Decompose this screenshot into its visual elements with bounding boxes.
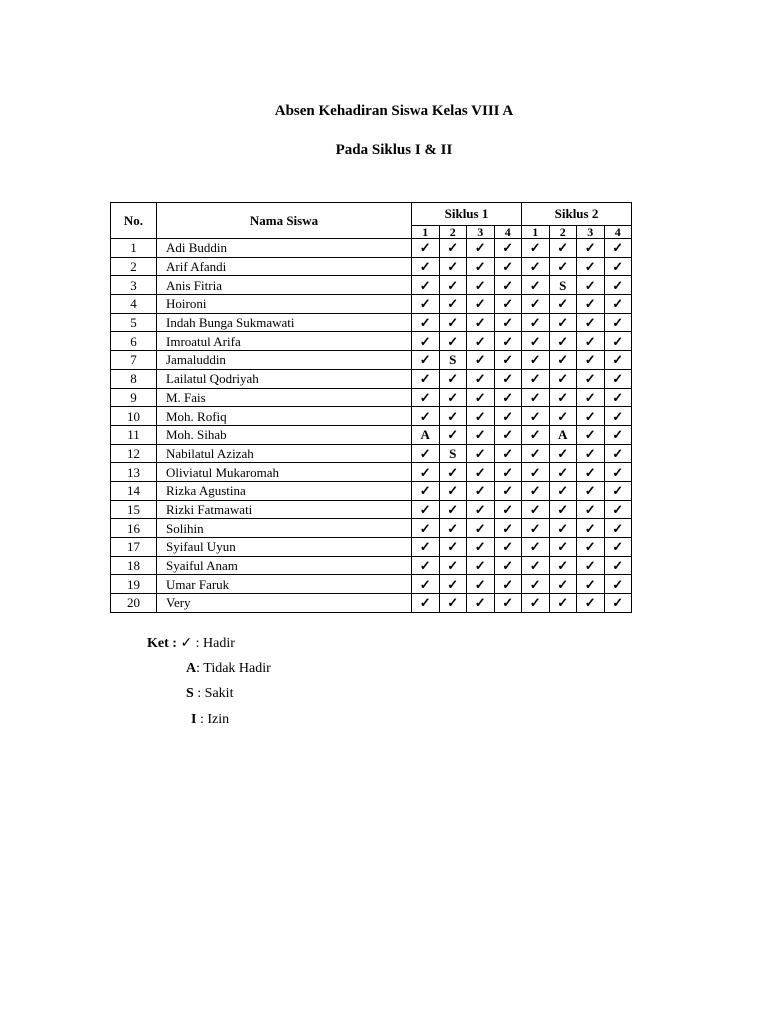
attendance-mark: ✓ — [577, 556, 605, 575]
page-title: Absen Kehadiran Siswa Kelas VIII A — [274, 103, 514, 119]
student-name: Rizki Fatmawati — [157, 500, 412, 519]
attendance-mark: ✓ — [577, 313, 605, 332]
attendance-mark: ✓ — [577, 369, 605, 388]
attendance-mark: ✓ — [494, 519, 522, 538]
attendance-mark: ✓ — [439, 313, 467, 332]
attendance-mark: ✓ — [522, 351, 550, 370]
attendance-mark: ✓ — [494, 407, 522, 426]
attendance-mark: ✓ — [467, 276, 495, 295]
attendance-mark: ✓ — [522, 500, 550, 519]
attendance-mark: ✓ — [577, 332, 605, 351]
row-number: 1 — [111, 239, 157, 258]
attendance-mark: ✓ — [412, 444, 440, 463]
student-name: Very — [157, 594, 412, 613]
attendance-mark: ✓ — [604, 519, 632, 538]
attendance-mark: ✓ — [494, 500, 522, 519]
row-number: 6 — [111, 332, 157, 351]
attendance-mark: ✓ — [412, 407, 440, 426]
table-row — [111, 519, 632, 538]
student-name: Hoironi — [157, 295, 412, 314]
row-number: 11 — [111, 425, 157, 444]
attendance-mark: ✓ — [412, 239, 440, 258]
attendance-mark: ✓ — [577, 594, 605, 613]
table-row — [111, 388, 632, 407]
attendance-mark: ✓ — [522, 444, 550, 463]
student-name: Imroatul Arifa — [157, 332, 412, 351]
attendance-mark: ✓ — [522, 594, 550, 613]
attendance-mark: ✓ — [549, 369, 577, 388]
row-number: 18 — [111, 556, 157, 575]
attendance-mark: ✓ — [494, 276, 522, 295]
attendance-mark: ✓ — [467, 295, 495, 314]
attendance-mark: ✓ — [577, 257, 605, 276]
row-number: 15 — [111, 500, 157, 519]
attendance-mark: ✓ — [522, 332, 550, 351]
attendance-mark: ✓ — [522, 575, 550, 594]
attendance-mark: ✓ — [439, 556, 467, 575]
attendance-mark: ✓ — [604, 575, 632, 594]
attendance-mark: ✓ — [549, 313, 577, 332]
legend-row-tidak-hadir — [186, 661, 271, 677]
student-name: Anis Fitria — [157, 276, 412, 295]
attendance-mark: A — [412, 425, 440, 444]
header-siklus-1: Siklus 1 — [412, 203, 522, 226]
attendance-mark: ✓ — [494, 257, 522, 276]
attendance-mark: ✓ — [494, 239, 522, 258]
student-name: M. Fais — [157, 388, 412, 407]
attendance-mark: ✓ — [439, 257, 467, 276]
attendance-mark: ✓ — [412, 594, 440, 613]
table-row — [111, 239, 632, 258]
meeting-header-1-1: 1 — [412, 226, 440, 239]
attendance-mark: ✓ — [522, 388, 550, 407]
attendance-mark: ✓ — [577, 276, 605, 295]
attendance-mark: ✓ — [577, 538, 605, 557]
attendance-mark: ✓ — [494, 388, 522, 407]
legend-text-izin: : Izin — [196, 712, 230, 727]
row-number: 3 — [111, 276, 157, 295]
attendance-mark: ✓ — [439, 519, 467, 538]
row-number: 19 — [111, 575, 157, 594]
attendance-mark: ✓ — [467, 425, 495, 444]
attendance-mark: ✓ — [467, 351, 495, 370]
attendance-mark: ✓ — [577, 425, 605, 444]
table-row — [111, 351, 632, 370]
table-row — [111, 575, 632, 594]
legend-row-izin — [191, 712, 229, 728]
attendance-mark: ✓ — [494, 313, 522, 332]
student-name: Oliviatul Mukaromah — [157, 463, 412, 482]
attendance-mark: S — [439, 351, 467, 370]
attendance-mark: ✓ — [467, 594, 495, 613]
attendance-mark: ✓ — [439, 295, 467, 314]
attendance-mark: ✓ — [467, 463, 495, 482]
meeting-header-1-2: 2 — [439, 226, 467, 239]
attendance-mark: ✓ — [494, 444, 522, 463]
attendance-mark: ✓ — [522, 463, 550, 482]
legend-text-sakit: : Sakit — [193, 686, 234, 701]
attendance-mark: ✓ — [467, 369, 495, 388]
attendance-mark: ✓ — [412, 575, 440, 594]
legend-key-s: S — [186, 686, 194, 701]
attendance-mark: ✓ — [467, 388, 495, 407]
attendance-mark: ✓ — [439, 575, 467, 594]
row-number: 12 — [111, 444, 157, 463]
attendance-mark: ✓ — [577, 239, 605, 258]
row-number: 4 — [111, 295, 157, 314]
student-name: Solihin — [157, 519, 412, 538]
attendance-mark: ✓ — [412, 332, 440, 351]
attendance-mark: ✓ — [577, 463, 605, 482]
attendance-mark: ✓ — [604, 463, 632, 482]
attendance-mark: ✓ — [549, 500, 577, 519]
attendance-mark: ✓ — [604, 444, 632, 463]
table-row — [111, 444, 632, 463]
attendance-mark: ✓ — [467, 500, 495, 519]
attendance-mark: A — [549, 425, 577, 444]
table-row — [111, 500, 632, 519]
attendance-mark: ✓ — [467, 481, 495, 500]
attendance-mark: ✓ — [549, 388, 577, 407]
student-name: Nabilatul Azizah — [157, 444, 412, 463]
table-row — [111, 276, 632, 295]
attendance-mark: ✓ — [467, 519, 495, 538]
attendance-mark: ✓ — [604, 425, 632, 444]
attendance-mark: ✓ — [522, 369, 550, 388]
student-name: Syifaul Uyun — [157, 538, 412, 557]
meeting-header-2-3: 3 — [577, 226, 605, 239]
attendance-mark: ✓ — [467, 257, 495, 276]
attendance-mark: ✓ — [467, 556, 495, 575]
attendance-mark: ✓ — [494, 425, 522, 444]
attendance-mark: ✓ — [439, 481, 467, 500]
attendance-mark: ✓ — [494, 481, 522, 500]
attendance-mark: ✓ — [439, 538, 467, 557]
legend-row-hadir — [147, 635, 235, 652]
attendance-mark: ✓ — [522, 295, 550, 314]
attendance-mark: ✓ — [577, 481, 605, 500]
table-row — [111, 407, 632, 426]
attendance-mark: ✓ — [494, 332, 522, 351]
meeting-header-2-1: 1 — [522, 226, 550, 239]
attendance-mark: ✓ — [549, 463, 577, 482]
student-name: Moh. Sihab — [157, 425, 412, 444]
attendance-mark: ✓ — [412, 351, 440, 370]
attendance-mark: ✓ — [577, 519, 605, 538]
attendance-mark: ✓ — [522, 556, 550, 575]
attendance-mark: ✓ — [412, 295, 440, 314]
attendance-mark: ✓ — [412, 369, 440, 388]
attendance-mark: ✓ — [494, 369, 522, 388]
attendance-mark: ✓ — [412, 481, 440, 500]
attendance-mark: ✓ — [604, 407, 632, 426]
table-row — [111, 257, 632, 276]
table-row — [111, 556, 632, 575]
header-nama-siswa: Nama Siswa — [157, 203, 412, 239]
attendance-mark: ✓ — [467, 444, 495, 463]
attendance-mark: ✓ — [577, 388, 605, 407]
page-subtitle: Pada Siklus I & II — [335, 142, 453, 158]
attendance-mark: ✓ — [467, 313, 495, 332]
student-name: Syaiful Anam — [157, 556, 412, 575]
attendance-mark: S — [549, 276, 577, 295]
row-number: 9 — [111, 388, 157, 407]
header-no: No. — [111, 203, 157, 239]
attendance-mark: ✓ — [604, 332, 632, 351]
legend-key-a: A — [186, 661, 197, 676]
attendance-mark: ✓ — [604, 369, 632, 388]
attendance-mark: ✓ — [467, 239, 495, 258]
row-number: 10 — [111, 407, 157, 426]
attendance-mark: ✓ — [549, 594, 577, 613]
attendance-mark: ✓ — [412, 257, 440, 276]
attendance-mark: ✓ — [522, 257, 550, 276]
attendance-mark: ✓ — [412, 500, 440, 519]
attendance-mark: ✓ — [577, 500, 605, 519]
attendance-mark: ✓ — [494, 351, 522, 370]
attendance-mark: ✓ — [549, 351, 577, 370]
row-number: 7 — [111, 351, 157, 370]
attendance-mark: ✓ — [412, 388, 440, 407]
attendance-mark: ✓ — [412, 276, 440, 295]
attendance-mark: ✓ — [522, 313, 550, 332]
attendance-mark: ✓ — [439, 388, 467, 407]
row-number: 14 — [111, 481, 157, 500]
attendance-mark: ✓ — [549, 556, 577, 575]
attendance-mark: ✓ — [604, 313, 632, 332]
attendance-mark: ✓ — [439, 239, 467, 258]
attendance-mark: ✓ — [467, 407, 495, 426]
attendance-mark: ✓ — [549, 444, 577, 463]
attendance-mark: ✓ — [467, 575, 495, 594]
attendance-mark: ✓ — [549, 257, 577, 276]
attendance-mark: S — [439, 444, 467, 463]
attendance-mark: ✓ — [494, 538, 522, 557]
table-row — [111, 295, 632, 314]
attendance-mark: ✓ — [467, 538, 495, 557]
attendance-mark: ✓ — [604, 388, 632, 407]
meeting-header-2-4: 4 — [604, 226, 632, 239]
table-row — [111, 481, 632, 500]
table-row — [111, 594, 632, 613]
attendance-mark: ✓ — [604, 239, 632, 258]
attendance-mark: ✓ — [522, 239, 550, 258]
attendance-mark: ✓ — [604, 594, 632, 613]
attendance-mark: ✓ — [522, 425, 550, 444]
attendance-mark: ✓ — [439, 463, 467, 482]
attendance-mark: ✓ — [439, 276, 467, 295]
table-row — [111, 332, 632, 351]
legend-text-tidak-hadir: : Tidak Hadir — [196, 661, 271, 676]
student-name: Rizka Agustina — [157, 481, 412, 500]
table-row — [111, 538, 632, 557]
row-number: 17 — [111, 538, 157, 557]
attendance-mark: ✓ — [412, 519, 440, 538]
attendance-mark: ✓ — [549, 481, 577, 500]
attendance-mark: ✓ — [549, 519, 577, 538]
legend-text-hadir: : Hadir — [195, 636, 235, 651]
attendance-mark: ✓ — [522, 519, 550, 538]
attendance-mark: ✓ — [522, 481, 550, 500]
attendance-body — [111, 239, 632, 613]
attendance-mark: ✓ — [439, 425, 467, 444]
attendance-mark: ✓ — [439, 407, 467, 426]
attendance-mark: ✓ — [604, 481, 632, 500]
meeting-header-1-3: 3 — [467, 226, 495, 239]
row-number: 16 — [111, 519, 157, 538]
attendance-mark: ✓ — [439, 332, 467, 351]
attendance-mark: ✓ — [494, 556, 522, 575]
attendance-mark: ✓ — [494, 594, 522, 613]
attendance-mark: ✓ — [604, 538, 632, 557]
student-name: Umar Faruk — [157, 575, 412, 594]
legend-row-sakit — [186, 686, 233, 702]
row-number: 13 — [111, 463, 157, 482]
student-name: Adi Buddin — [157, 239, 412, 258]
student-name: Indah Bunga Sukmawati — [157, 313, 412, 332]
attendance-mark: ✓ — [494, 295, 522, 314]
attendance-mark: ✓ — [604, 257, 632, 276]
attendance-mark: ✓ — [522, 407, 550, 426]
attendance-mark: ✓ — [604, 351, 632, 370]
attendance-mark: ✓ — [577, 444, 605, 463]
table-row — [111, 463, 632, 482]
attendance-mark: ✓ — [549, 332, 577, 351]
row-number: 8 — [111, 369, 157, 388]
attendance-mark: ✓ — [412, 313, 440, 332]
attendance-mark: ✓ — [577, 351, 605, 370]
attendance-mark: ✓ — [577, 575, 605, 594]
student-name: Lailatul Qodriyah — [157, 369, 412, 388]
attendance-mark: ✓ — [467, 332, 495, 351]
student-name: Arif Afandi — [157, 257, 412, 276]
attendance-mark: ✓ — [549, 538, 577, 557]
attendance-mark: ✓ — [439, 369, 467, 388]
attendance-mark: ✓ — [549, 575, 577, 594]
student-name: Moh. Rofiq — [157, 407, 412, 426]
checkmark-icon: ✓ — [180, 636, 193, 651]
attendance-mark: ✓ — [439, 594, 467, 613]
row-number: 20 — [111, 594, 157, 613]
meeting-header-1-4: 4 — [494, 226, 522, 239]
attendance-mark: ✓ — [412, 538, 440, 557]
attendance-mark: ✓ — [549, 295, 577, 314]
attendance-mark: ✓ — [604, 295, 632, 314]
attendance-mark: ✓ — [577, 295, 605, 314]
header-siklus-2: Siklus 2 — [522, 203, 632, 226]
legend-label: Ket : — [147, 636, 177, 651]
attendance-mark: ✓ — [604, 276, 632, 295]
student-name: Jamaluddin — [157, 351, 412, 370]
attendance-mark: ✓ — [604, 500, 632, 519]
table-row — [111, 313, 632, 332]
table-row — [111, 369, 632, 388]
attendance-mark: ✓ — [604, 556, 632, 575]
meeting-header-2-2: 2 — [549, 226, 577, 239]
attendance-mark: ✓ — [439, 500, 467, 519]
attendance-mark: ✓ — [577, 407, 605, 426]
attendance-mark: ✓ — [412, 556, 440, 575]
attendance-mark: ✓ — [549, 407, 577, 426]
attendance-table — [110, 202, 632, 613]
attendance-mark: ✓ — [494, 463, 522, 482]
row-number: 2 — [111, 257, 157, 276]
attendance-mark: ✓ — [522, 276, 550, 295]
table-row — [111, 425, 632, 444]
legend-key-i: I — [191, 712, 197, 727]
attendance-mark: ✓ — [549, 239, 577, 258]
row-number: 5 — [111, 313, 157, 332]
attendance-mark: ✓ — [412, 463, 440, 482]
attendance-mark: ✓ — [522, 538, 550, 557]
attendance-mark: ✓ — [494, 575, 522, 594]
